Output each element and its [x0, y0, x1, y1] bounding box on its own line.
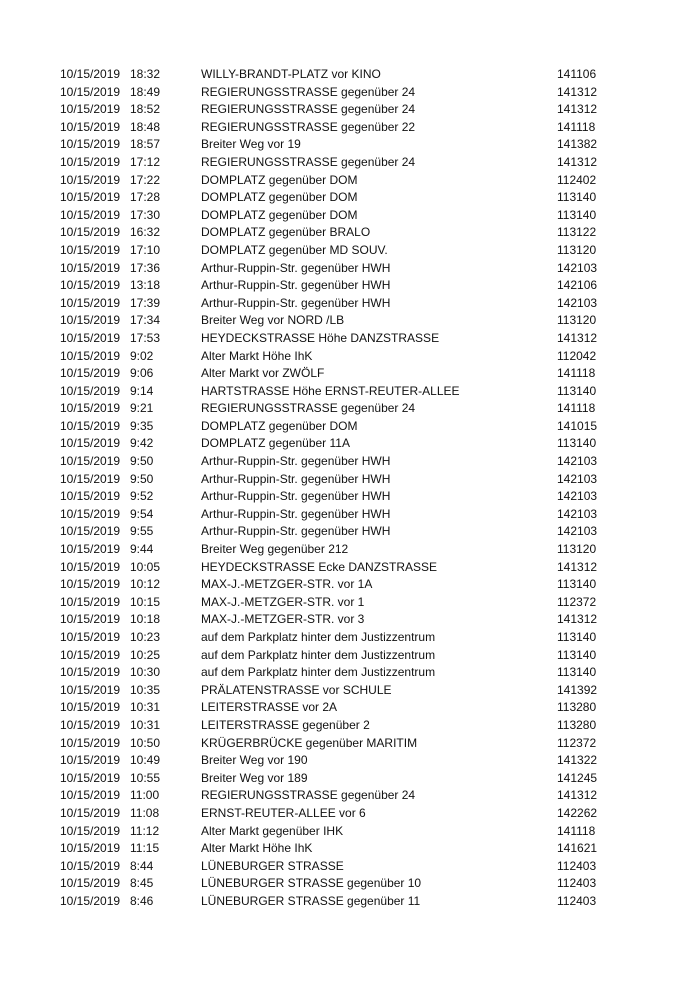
code-cell: 113140 [557, 436, 597, 451]
time-cell: 17:36 [130, 260, 161, 275]
code-cell: 141312 [557, 154, 598, 169]
location-cell: REGIERUNGSSTRASSE gegenüber 24 [201, 788, 416, 803]
table-row [60, 312, 607, 330]
time-cell: 9:42 [130, 436, 154, 451]
time-cell: 10:31 [130, 717, 161, 732]
time-cell: 9:21 [130, 401, 154, 416]
location-cell: Breiter Weg gegenüber 212 [201, 542, 349, 557]
table-row [60, 735, 607, 753]
time-cell: 8:46 [130, 893, 154, 908]
date-cell: 10/15/2019 [60, 67, 121, 81]
date-cell: 10/15/2019 [60, 84, 121, 99]
records-table-body [60, 66, 607, 911]
time-cell: 10:05 [130, 559, 161, 574]
code-cell: 113280 [557, 717, 597, 732]
time-cell: 9:54 [130, 506, 154, 521]
code-cell: 141312 [557, 559, 598, 574]
table-row [60, 664, 607, 682]
time-cell: 9:50 [130, 471, 154, 486]
code-cell: 113140 [557, 665, 597, 680]
time-cell: 11:12 [130, 823, 160, 838]
time-cell: 17:12 [130, 154, 161, 169]
code-cell: 141382 [557, 137, 598, 152]
date-cell: 10/15/2019 [60, 841, 121, 856]
time-cell: 18:52 [130, 102, 161, 117]
date-cell: 10/15/2019 [60, 682, 121, 697]
location-cell: REGIERUNGSSTRASSE gegenüber 24 [201, 102, 416, 117]
date-cell: 10/15/2019 [60, 506, 121, 521]
location-cell: DOMPLATZ gegenüber DOM [201, 190, 358, 205]
code-cell: 113140 [557, 630, 597, 644]
table-row [60, 348, 607, 366]
date-cell: 10/15/2019 [60, 119, 121, 134]
time-cell: 8:45 [130, 876, 154, 891]
date-cell: 10/15/2019 [60, 102, 121, 117]
date-cell: 10/15/2019 [60, 770, 121, 785]
date-cell: 10/15/2019 [60, 295, 121, 310]
time-cell: 10:12 [130, 577, 161, 592]
location-cell: Alter Markt Höhe IhK [201, 841, 313, 856]
date-cell: 10/15/2019 [60, 454, 121, 469]
time-cell: 9:02 [130, 348, 154, 363]
table-row [60, 717, 607, 735]
location-cell: Arthur-Ruppin-Str. gegenüber HWH [201, 471, 391, 486]
location-cell: Arthur-Ruppin-Str. gegenüber HWH [201, 260, 391, 275]
code-cell: 142103 [557, 295, 598, 310]
code-cell: 141312 [557, 102, 598, 117]
table-row [60, 136, 607, 154]
date-cell: 10/15/2019 [60, 418, 121, 433]
date-cell: 10/15/2019 [60, 383, 121, 398]
table-row [60, 875, 607, 893]
code-cell: 141312 [557, 330, 598, 345]
date-cell: 10/15/2019 [60, 137, 121, 152]
table-row [60, 858, 607, 876]
code-cell: 141312 [557, 612, 598, 627]
table-row [60, 101, 607, 119]
location-cell: Breiter Weg vor 190 [201, 753, 308, 768]
location-cell: HARTSTRASSE Höhe ERNST-REUTER-ALLEE [201, 383, 460, 398]
date-cell: 10/15/2019 [60, 858, 121, 873]
code-cell: 113280 [557, 700, 597, 715]
table-row [60, 471, 607, 489]
table-row [60, 752, 607, 770]
location-cell: Arthur-Ruppin-Str. gegenüber HWH [201, 295, 391, 310]
date-cell: 10/15/2019 [60, 542, 121, 557]
time-cell: 10:50 [130, 735, 161, 750]
date-cell: 10/15/2019 [60, 717, 121, 732]
code-cell: 141118 [557, 823, 596, 838]
location-cell: REGIERUNGSSTRASSE gegenüber 24 [201, 154, 416, 169]
location-cell: MAX-J.-METZGER-STR. vor 1 [201, 594, 365, 609]
location-cell: Breiter Weg vor 19 [201, 137, 301, 152]
code-cell: 141015 [557, 418, 598, 433]
date-cell: 10/15/2019 [60, 260, 121, 275]
time-cell: 9:14 [130, 383, 154, 398]
date-cell: 10/15/2019 [60, 753, 121, 768]
table-row [60, 840, 607, 858]
date-cell: 10/15/2019 [60, 401, 121, 416]
table-row [60, 682, 607, 700]
location-cell: Breiter Weg vor NORD /LB [201, 313, 345, 328]
code-cell: 141621 [557, 841, 598, 856]
location-cell: DOMPLATZ gegenüber DOM [201, 207, 358, 222]
code-cell: 141312 [557, 788, 598, 803]
code-cell: 142103 [557, 506, 598, 521]
location-cell: auf dem Parkplatz hinter dem Justizzentrum [201, 665, 436, 680]
code-cell: 113140 [557, 383, 597, 398]
location-cell: Arthur-Ruppin-Str. gegenüber HWH [201, 524, 391, 539]
date-cell: 10/15/2019 [60, 313, 121, 328]
location-cell: LÜNEBURGER STRASSE gegenüber 10 [201, 876, 422, 891]
table-row [60, 207, 607, 225]
date-cell: 10/15/2019 [60, 612, 121, 627]
code-cell: 113120 [557, 242, 597, 257]
time-cell: 10:25 [130, 647, 161, 662]
time-cell: 10:55 [130, 770, 161, 785]
date-cell: 10/15/2019 [60, 330, 121, 345]
table-row [60, 242, 607, 260]
table-row [60, 576, 607, 594]
code-cell: 113140 [557, 190, 597, 205]
time-cell: 9:35 [130, 418, 154, 433]
time-cell: 9:52 [130, 489, 154, 504]
date-cell: 10/15/2019 [60, 207, 121, 222]
table-row [60, 787, 607, 805]
table-row [60, 699, 607, 717]
time-cell: 16:32 [130, 225, 161, 240]
code-cell: 141322 [557, 753, 598, 768]
location-cell: DOMPLATZ gegenüber 11A [201, 436, 350, 451]
table-row [60, 330, 607, 348]
table-row [60, 400, 607, 418]
location-cell: MAX-J.-METZGER-STR. vor 1A [201, 577, 373, 592]
date-cell: 10/15/2019 [60, 594, 121, 609]
date-cell: 10/15/2019 [60, 577, 121, 592]
date-cell: 10/15/2019 [60, 366, 121, 381]
code-cell: 142103 [557, 454, 598, 469]
code-cell: 141392 [557, 682, 598, 697]
date-cell: 10/15/2019 [60, 172, 121, 187]
table-row [60, 119, 607, 137]
time-cell: 17:34 [130, 313, 161, 328]
location-cell: Alter Markt gegenüber IHK [201, 823, 344, 838]
time-cell: 18:32 [130, 67, 161, 81]
date-cell: 10/15/2019 [60, 471, 121, 486]
location-cell: Arthur-Ruppin-Str. gegenüber HWH [201, 454, 391, 469]
date-cell: 10/15/2019 [60, 278, 121, 293]
table-row [60, 84, 607, 102]
code-cell: 141118 [557, 119, 596, 134]
code-cell: 142106 [557, 278, 598, 293]
date-cell: 10/15/2019 [60, 559, 121, 574]
date-cell: 10/15/2019 [60, 225, 121, 240]
table-row [60, 172, 607, 190]
table-row [60, 770, 607, 788]
table-row [60, 260, 607, 278]
location-cell: LÜNEBURGER STRASSE [201, 858, 344, 873]
location-cell: REGIERUNGSSTRASSE gegenüber 24 [201, 84, 416, 99]
date-cell: 10/15/2019 [60, 735, 121, 750]
location-cell: DOMPLATZ gegenüber DOM [201, 172, 358, 187]
location-cell: LÜNEBURGER STRASSE gegenüber 11 [201, 893, 421, 908]
table-row [60, 559, 607, 577]
code-cell: 141118 [557, 366, 596, 381]
location-cell: Arthur-Ruppin-Str. gegenüber HWH [201, 278, 391, 293]
table-row [60, 224, 607, 242]
time-cell: 9:44 [130, 542, 154, 557]
code-cell: 112372 [557, 594, 597, 609]
location-cell: auf dem Parkplatz hinter dem Justizzentrum [201, 647, 436, 662]
location-cell: REGIERUNGSSTRASSE gegenüber 22 [201, 119, 416, 134]
code-cell: 142103 [557, 471, 598, 486]
time-cell: 17:30 [130, 207, 161, 222]
time-cell: 17:39 [130, 295, 161, 310]
location-cell: DOMPLATZ gegenüber DOM [201, 418, 358, 433]
code-cell: 112403 [557, 858, 597, 873]
table-row [60, 418, 607, 436]
code-cell: 113120 [557, 542, 597, 557]
date-cell: 10/15/2019 [60, 154, 121, 169]
location-cell: Alter Markt vor ZWÖLF [201, 366, 325, 381]
table-row [60, 66, 607, 84]
location-cell: HEYDECKSTRASSE Höhe DANZSTRASSE [201, 330, 440, 345]
code-cell: 112403 [557, 893, 597, 908]
time-cell: 11:15 [130, 841, 160, 856]
code-cell: 113140 [557, 207, 597, 222]
location-cell: MAX-J.-METZGER-STR. vor 3 [201, 612, 365, 627]
location-cell: DOMPLATZ gegenüber BRALO [201, 225, 371, 240]
time-cell: 9:55 [130, 524, 154, 539]
time-cell: 11:00 [130, 788, 160, 803]
date-cell: 10/15/2019 [60, 700, 121, 715]
table-row [60, 647, 607, 665]
table-row [60, 277, 607, 295]
date-cell: 10/15/2019 [60, 788, 121, 803]
date-cell: 10/15/2019 [60, 805, 121, 820]
code-cell: 113122 [557, 225, 597, 240]
table-row [60, 365, 607, 383]
date-cell: 10/15/2019 [60, 242, 121, 257]
table-row [60, 893, 607, 911]
table-row [60, 435, 607, 453]
location-cell: auf dem Parkplatz hinter dem Justizzentrum [201, 630, 436, 644]
code-cell: 113140 [557, 577, 597, 592]
table-row [60, 488, 607, 506]
date-cell: 10/15/2019 [60, 524, 121, 539]
location-cell: ERNST-REUTER-ALLEE vor 6 [201, 805, 366, 820]
location-cell: DOMPLATZ gegenüber MD SOUV. [201, 242, 388, 257]
time-cell: 13:18 [130, 278, 161, 293]
table-row [60, 154, 607, 172]
table-row [60, 523, 607, 541]
table-row [60, 541, 607, 559]
time-cell: 18:48 [130, 119, 161, 134]
table-row [60, 594, 607, 612]
location-cell: Breiter Weg vor 189 [201, 770, 308, 785]
date-cell: 10/15/2019 [60, 348, 121, 363]
location-cell: Arthur-Ruppin-Str. gegenüber HWH [201, 506, 391, 521]
time-cell: 10:23 [130, 630, 161, 644]
location-cell: Arthur-Ruppin-Str. gegenüber HWH [201, 489, 391, 504]
table-row [60, 383, 607, 401]
records-table [60, 66, 607, 911]
table-row [60, 629, 607, 647]
time-cell: 11:08 [130, 805, 160, 820]
time-cell: 9:50 [130, 454, 154, 469]
time-cell: 18:57 [130, 137, 161, 152]
time-cell: 10:15 [130, 594, 161, 609]
date-cell: 10/15/2019 [60, 876, 121, 891]
location-cell: PRÄLATENSTRASSE vor SCHULE [201, 682, 392, 697]
time-cell: 18:49 [130, 84, 161, 99]
date-cell: 10/15/2019 [60, 823, 121, 838]
location-cell: WILLY-BRANDT-PLATZ vor KINO [201, 67, 381, 81]
date-cell: 10/15/2019 [60, 893, 121, 908]
table-row [60, 823, 607, 841]
code-cell: 142103 [557, 524, 598, 539]
time-cell: 10:30 [130, 665, 161, 680]
date-cell: 10/15/2019 [60, 647, 121, 662]
code-cell: 112403 [557, 876, 597, 891]
table-row [60, 453, 607, 471]
code-cell: 112372 [557, 735, 597, 750]
time-cell: 8:44 [130, 858, 154, 873]
location-cell: REGIERUNGSSTRASSE gegenüber 24 [201, 401, 416, 416]
table-row [60, 611, 607, 629]
date-cell: 10/15/2019 [60, 665, 121, 680]
code-cell: 141312 [557, 84, 598, 99]
location-cell: LEITERSTRASSE gegenüber 2 [201, 717, 370, 732]
date-cell: 10/15/2019 [60, 630, 121, 644]
table-row [60, 189, 607, 207]
code-cell: 141245 [557, 770, 598, 785]
code-cell: 113120 [557, 313, 597, 328]
code-cell: 141118 [557, 401, 596, 416]
code-cell: 112402 [557, 172, 597, 187]
code-cell: 142103 [557, 489, 598, 504]
location-cell: Alter Markt Höhe IhK [201, 348, 313, 363]
date-cell: 10/15/2019 [60, 489, 121, 504]
time-cell: 17:53 [130, 330, 161, 345]
location-cell: KRÜGERBRÜCKE gegenüber MARITIM [201, 735, 418, 750]
time-cell: 17:28 [130, 190, 161, 205]
time-cell: 9:06 [130, 366, 154, 381]
time-cell: 17:10 [130, 242, 161, 257]
date-cell: 10/15/2019 [60, 190, 121, 205]
time-cell: 10:31 [130, 700, 161, 715]
time-cell: 17:22 [130, 172, 161, 187]
date-cell: 10/15/2019 [60, 436, 121, 451]
time-cell: 10:18 [130, 612, 161, 627]
code-cell: 142103 [557, 260, 598, 275]
table-row [60, 506, 607, 524]
location-cell: HEYDECKSTRASSE Ecke DANZSTRASSE [201, 559, 438, 574]
location-cell: LEITERSTRASSE vor 2A [201, 700, 338, 715]
table-row [60, 295, 607, 313]
code-cell: 113140 [557, 647, 597, 662]
time-cell: 10:35 [130, 682, 161, 697]
code-cell: 141106 [557, 67, 597, 81]
code-cell: 142262 [557, 805, 598, 820]
code-cell: 112042 [557, 348, 597, 363]
table-row [60, 805, 607, 823]
time-cell: 10:49 [130, 753, 161, 768]
